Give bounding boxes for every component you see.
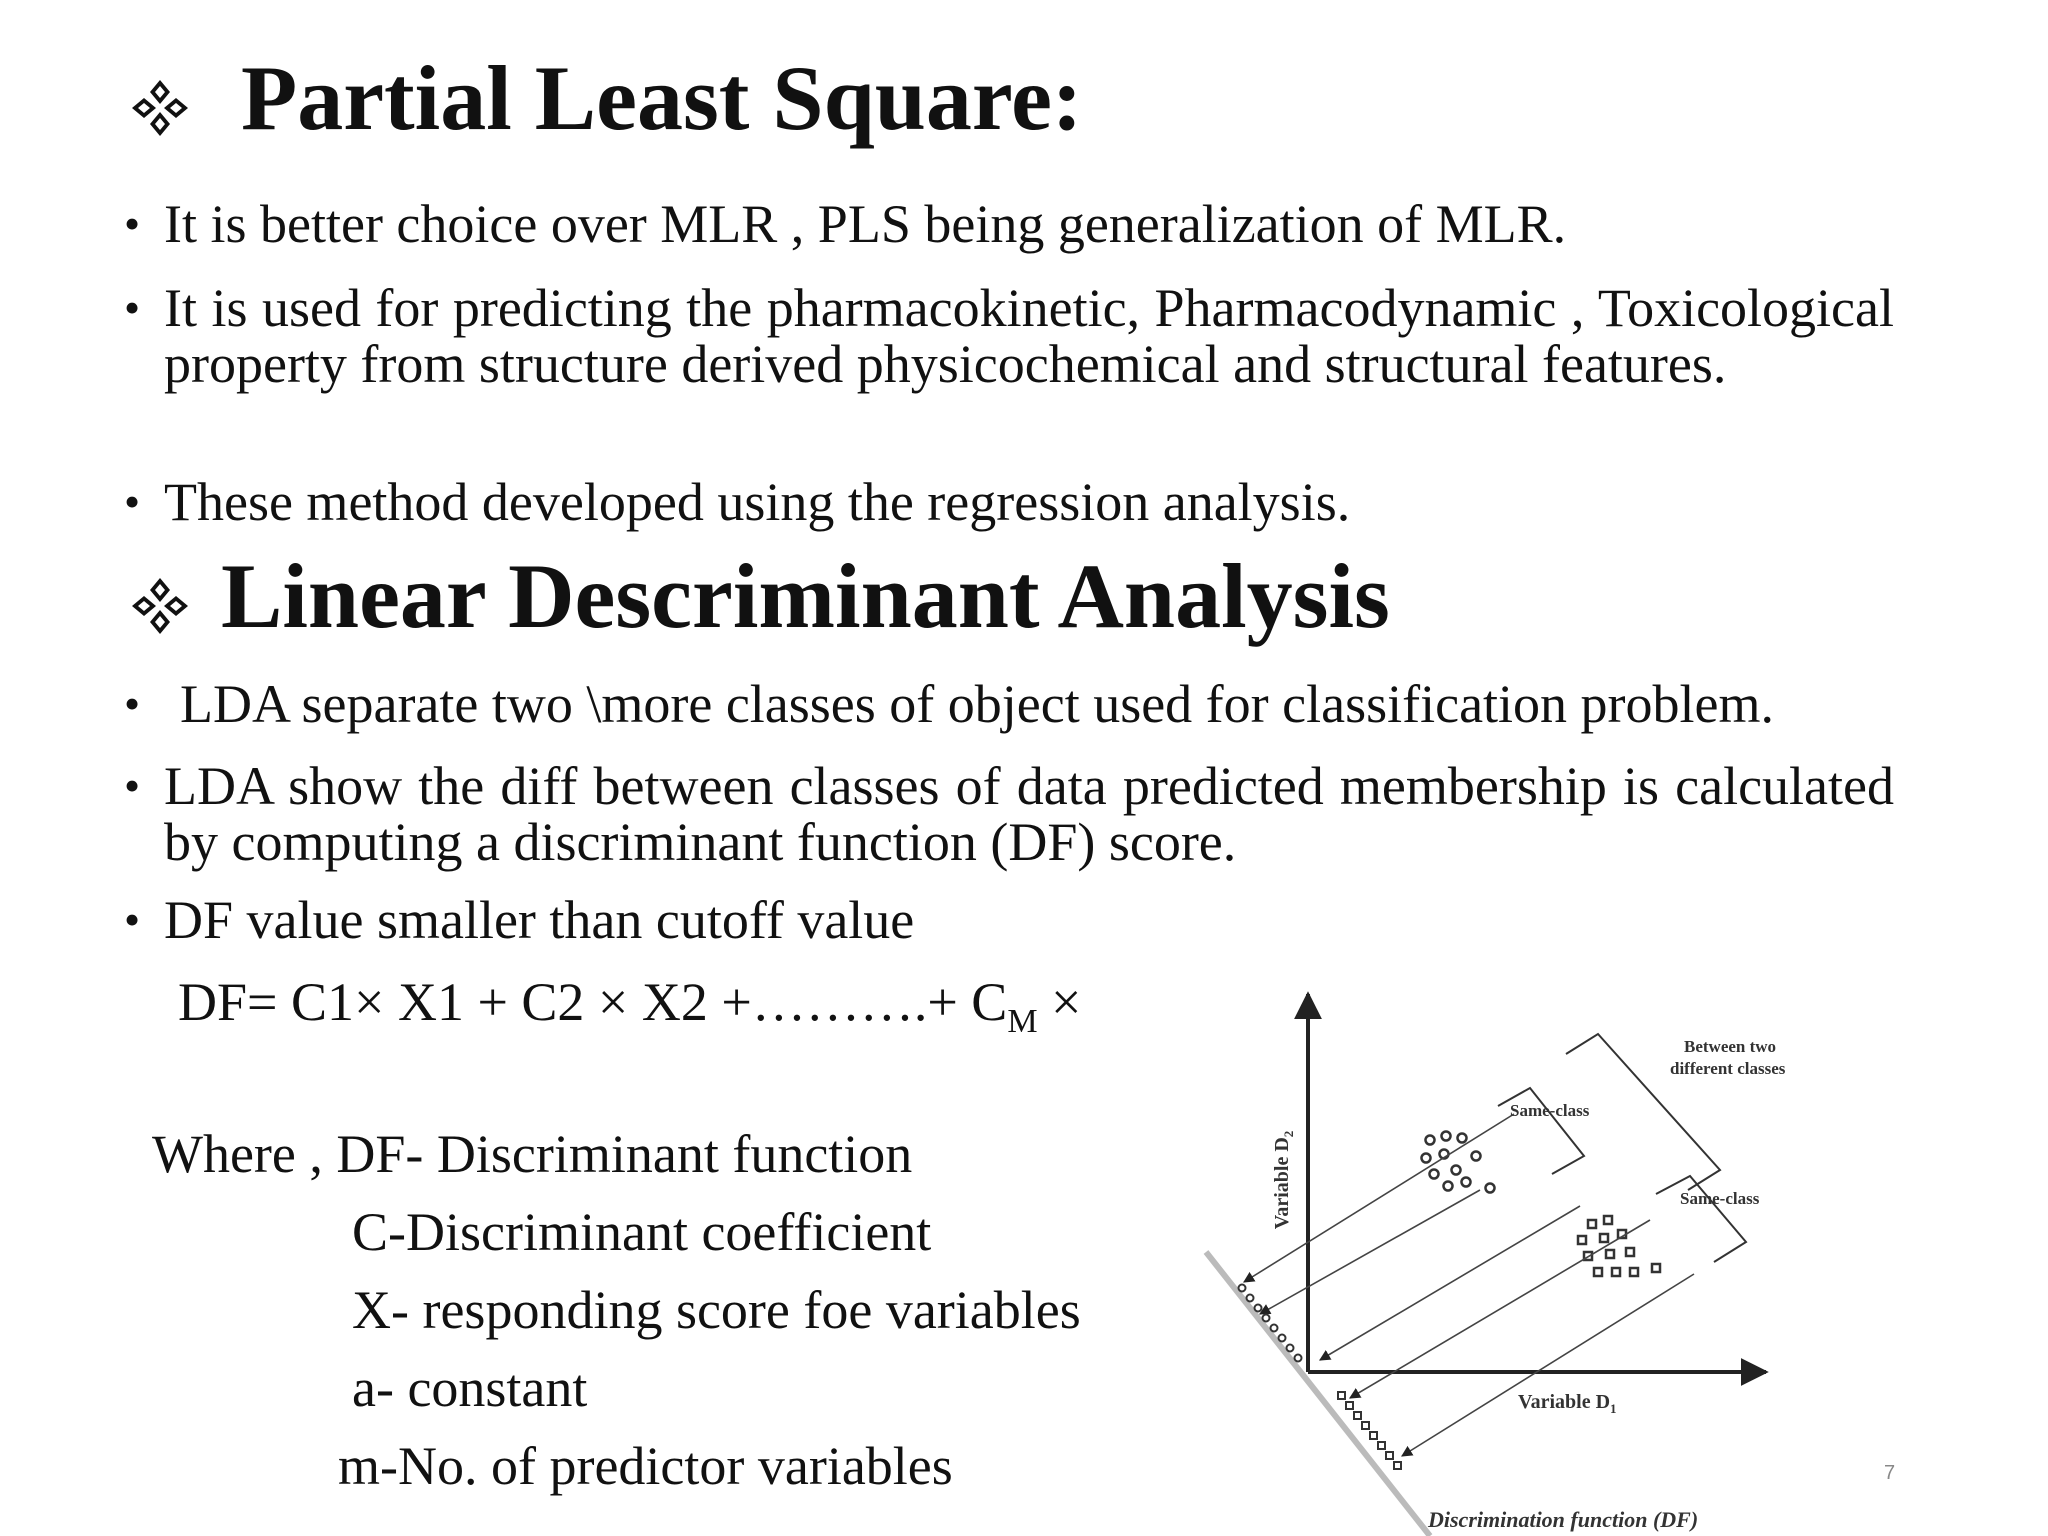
bullet-dot-icon: • — [124, 678, 141, 729]
bullet-dot-icon: • — [124, 282, 141, 333]
x-axis-label: Variable $D_1$ — [1518, 1391, 1617, 1416]
definition-line: Where , DF- Discriminant function — [152, 1124, 913, 1184]
definition-line: C-Discriminant coefficient — [352, 1202, 932, 1262]
definition-line: X- responding score foe variables — [352, 1280, 1081, 1340]
formula-subscript: M — [1007, 1002, 1038, 1040]
bullet-text: It is used for predicting the pharmacokinetic, Pharmacodynamic , Toxicological property from structure derived physicochemical and structural features. — [164, 278, 1894, 394]
svg-text:Variable D2: Variable $D_2$ — [1271, 1130, 1296, 1230]
formula-main: DF= C1× X1 + C2 × X2 +……….+ C — [178, 972, 1008, 1032]
between-classes-label-2: different classes — [1670, 1059, 1786, 1078]
diamond-bullet-icon — [128, 574, 192, 638]
df-axis-label: Discrimination function (DF) — [1428, 1507, 1699, 1532]
bullet-dot-icon: • — [124, 760, 141, 811]
diamond-bullet-icon — [128, 76, 192, 140]
bullet-text: DF value smaller than cutoff value — [164, 890, 915, 950]
y-axis-label — [1271, 1131, 1296, 1230]
bullet-item — [124, 474, 1894, 530]
same-class-label-2: Same-class — [1680, 1189, 1760, 1208]
projection-lines — [1244, 1114, 1694, 1456]
heading-text: Linear Descriminant Analysis — [221, 545, 1390, 647]
bullet-item — [124, 280, 1894, 392]
heading-linear-descriminant-analysis — [128, 545, 1390, 647]
bullet-item — [124, 892, 1894, 948]
bullet-text: LDA show the diff between classes of data predicted membership is calculated by computing a discriminant function (DF) score. — [164, 756, 1894, 872]
bullet-dot-icon: • — [124, 476, 141, 527]
bullet-item — [124, 196, 1894, 252]
class-1-points — [1422, 1132, 1495, 1193]
page-number: 7 — [1884, 1462, 1896, 1484]
formula-tail: × — [1037, 972, 1082, 1032]
bullet-text: It is better choice over MLR , PLS being generalization of MLR. — [164, 194, 1567, 254]
heading-partial-least-square — [128, 47, 1083, 149]
definition-line: m-No. of predictor variables — [338, 1436, 953, 1496]
bullet-text: LDA separate two \more classes of object used for classification problem. — [180, 674, 1775, 734]
df-formula — [178, 972, 1118, 1052]
heading-text: Partial Least Square: — [241, 47, 1083, 149]
bullet-text: These method developed using the regression analysis. — [164, 472, 1351, 532]
lda-diagram — [1180, 980, 1980, 1536]
bullet-dot-icon: • — [124, 894, 141, 945]
class-2-points — [1578, 1216, 1660, 1276]
bullet-item — [124, 676, 1894, 732]
between-classes-label-1: Between two — [1684, 1037, 1777, 1056]
same-class-label-1: Same-class — [1510, 1101, 1590, 1120]
df-axis — [1206, 1252, 1430, 1536]
bullet-dot-icon: • — [124, 198, 141, 249]
bullet-item — [124, 758, 1894, 870]
definition-line: a- constant — [352, 1358, 588, 1418]
